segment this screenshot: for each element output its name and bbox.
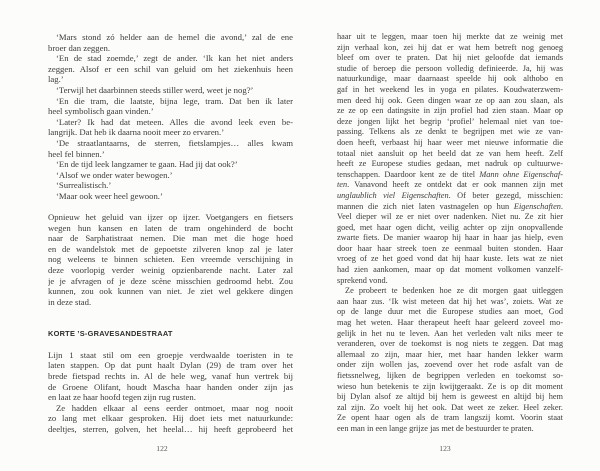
text-line: zijn verhaal kon, zei hij dat er wat hem betreft nog genoeg bbox=[337, 42, 563, 52]
text-line: goed, met haar ogen dicht, veilig achter op zijn onopvallende bbox=[337, 222, 563, 232]
text-line: ‘Later? Ik had dat meteen. Alles die avond leek even be- bbox=[56, 116, 293, 127]
text-line: ze ze op een datingsite in zijn profiel had zien staan. Maar op bbox=[337, 106, 563, 116]
text-line: gelijk in het nu te leven. Aan het verleden valt niks meer te bbox=[337, 328, 563, 338]
text-line: ‘Maar ook weer heel gewoon.’ bbox=[56, 190, 163, 201]
text-line: ten. Vanavond heeft ze ontdekt dat er ook mannen zijn met bbox=[337, 180, 563, 190]
text-line: tenschappen. Daardoor kent ze de titel Mann ohne Eigenschaf- bbox=[337, 169, 563, 179]
text-line: totaal niet aansluit op het beeld dat ze van hem heeft. Zelf bbox=[337, 148, 563, 158]
text-line: aan haar zus. ‘Ik wist meteen dat hij het was’, zoiets. Wat ze bbox=[337, 296, 563, 306]
text-line: ‘Terwijl het daarbinnen steeds stiller werd, weet je nog?’ bbox=[56, 84, 254, 95]
text-line: haar uit te leggen, maar toen hij merkte dat ze weinig met bbox=[337, 32, 563, 41]
text-line: op de lange duur met die Europese studies aan moet, God bbox=[337, 307, 563, 317]
text-line: unglaublich viel Eigenschaften. Of beter gezegd, misschien: bbox=[337, 190, 563, 200]
text-line: zeggen. Alsof er een schil van geluid om het ziekenhuis heen bbox=[48, 63, 293, 74]
text-line: deze jongen lijkt het begrip ‘profiel’ helemaal niet van toe- bbox=[337, 116, 563, 126]
text-line: Ze opent haar ogen als de tram langszij komt. Voorin staat bbox=[337, 413, 563, 423]
text-line: in deze stad. bbox=[48, 296, 92, 307]
text-line: zal zijn. Zo voelt hij het ook. Dat weet ze zeker. Heel zeker. bbox=[337, 402, 563, 412]
text-line: Veel dieper wil ze er niet over nadenken. Niet nu. Ze zit hier bbox=[337, 212, 563, 222]
text-line: zwarte fiets. De manier waarop hij haar in haar jas hielp, even bbox=[337, 233, 563, 243]
page-left bbox=[48, 32, 293, 435]
text-line: onder zijn wollen jas, zoevend over het rode asfalt van de bbox=[337, 360, 563, 370]
text-line: veranderen, over de toekomst is nog niets te zeggen. Dat mag bbox=[337, 339, 563, 349]
text-line: studie of beroep die persoon volledig definieerde. Ja, hij was bbox=[337, 63, 563, 73]
text-line: men deed hij ook. Geen dingen waar ze op aan zou slaan, als bbox=[337, 95, 563, 105]
text-line: lag.’ bbox=[48, 74, 64, 85]
text-line: zo lang met elkaar gesproken. Hij doet iets met natuurkunde: bbox=[48, 413, 293, 424]
text-line: fietssnelweg, lijken de begrippen verleden en toekomst so- bbox=[337, 371, 563, 380]
text-line: ‘En de stad zoemde,’ zegt de ander. ‘Ik kan het niet anders bbox=[56, 53, 293, 64]
text-line: allemaal zo zijn, maar hier, met haar handen lekker warm bbox=[337, 349, 563, 359]
text-line: wieso hun betekenis te zijn kwijtgeraakt. Ze is op dit moment bbox=[337, 381, 563, 391]
text-line: langrijk. Dat heb ik daarna nooit meer zo ervaren.’ bbox=[48, 127, 225, 138]
text-line: had zien aankomen, maar op dat moment volkomen vanzelf- bbox=[337, 265, 563, 275]
text-line: doen heeft, verbaast hij haar weer met nieuwe informatie die bbox=[337, 137, 563, 147]
text-line: Opnieuw het geluid van ijzer op ijzer. Voetgangers en fietsers bbox=[48, 212, 293, 223]
text-line: brede fietspad rechts in. Al de hele weg, vanaf hun vertrek bij bbox=[48, 371, 293, 381]
text-line: ‘Alsof we onder water bewogen.’ bbox=[56, 169, 173, 180]
text-line: ‘En die tram, die laatste, bijna lege, tram. Dat ben ik later bbox=[56, 95, 293, 106]
text-line: bleef om over te praten. Dat hij niet geloofde dat iemands bbox=[337, 53, 563, 63]
text-line: vroeg of ze het goed vond dat hij haar kuste. Iets wat ze niet bbox=[337, 254, 563, 264]
text-line: een man in een lange grijze jas met de bestuurder te praten. bbox=[337, 423, 534, 433]
text-line: ‘Mars stond zó helder aan de hemel die avond,’ zal de ene bbox=[56, 32, 293, 42]
section-heading: KORTE ’S-GRAVESANDESTRAAT bbox=[48, 328, 173, 338]
text-line: passing. Telkens als ze denkt te begrijpen met wie ze van- bbox=[337, 127, 563, 137]
page-right bbox=[337, 32, 563, 435]
text-line: wegen hun kansen en laten de tram ongehinderd de bocht bbox=[48, 222, 293, 233]
text-line: heeft ze Europese studies gedaan, met nadruk op cultuurwe- bbox=[337, 159, 563, 169]
text-line: natuurkundige, maar daarnaast speelde hij ook althobo en bbox=[337, 74, 563, 84]
text-line: deze voorlopig verder weinig opzienbarende nacht. Later zal bbox=[48, 265, 293, 276]
text-line: laten stappen. Op dat punt haalt Dylan (29) de tram over het bbox=[48, 360, 293, 371]
text-line: kunnen, zou ook kunnen van niet. Je ziet wel gekkere dingen bbox=[48, 286, 293, 297]
text-line: Ze probeert te bedenken hoe ze dit morgen gaat uitleggen bbox=[345, 286, 563, 296]
text-line: nog weleens te binnen schieten. Een vreemde verschijning in bbox=[48, 254, 293, 265]
text-line: de Groene Olifant, houdt Mascha haar handen onder zijn jas bbox=[48, 381, 293, 392]
text-line: ‘De straatlantaarns, de sterren, fietslampjes… alles kwam bbox=[56, 137, 293, 148]
text-line: je je afvragen of je deze scène misschien gedroomd hebt. Zou bbox=[48, 275, 293, 286]
text-line: door haar haar streek toen ze eenmaal buiten stonden. Haar bbox=[337, 243, 563, 253]
text-line: Lijn 1 staat stil om een groepje verdwaalde toeristen in te bbox=[48, 349, 293, 360]
text-line: en de wandelstok met de gepoetste zilveren knop zal je later bbox=[48, 243, 293, 254]
blank-line bbox=[48, 307, 293, 318]
text-line: mag het weten. Haar therapeut heeft haar geleerd zoveel mo- bbox=[337, 318, 563, 328]
blank-line bbox=[48, 202, 293, 213]
text-line: Ze hadden elkaar al eens eerder ontmoet, maar nog nooit bbox=[56, 402, 293, 413]
blank-line bbox=[48, 339, 293, 350]
text-line: broer dan zeggen. bbox=[48, 42, 110, 53]
text-line: ‘Surrealistisch.’ bbox=[56, 180, 112, 191]
text-line: mannen die zich niet laten vastnagelen op hun Eigenschaften. bbox=[337, 201, 563, 211]
text-line: heel symbolisch gaan vinden.’ bbox=[48, 106, 154, 117]
text-line: gaf in het weekend les in yoga en pilates. Koudwaterzwem- bbox=[337, 84, 563, 94]
blank-line bbox=[48, 318, 293, 329]
page-number-right: 123 bbox=[439, 444, 451, 453]
text-line: deeltjes, sterren, golven, het heelal… hij heeft geprobeerd het bbox=[48, 423, 293, 434]
text-line: bij Dylan alsof ze altijd bij hem is geweest en altijd bij hem bbox=[337, 392, 563, 402]
text-line: sprekend vond. bbox=[337, 275, 388, 285]
page-number-left: 122 bbox=[156, 444, 168, 453]
text-line: ‘En de tijd leek langzamer te gaan. Had jij dat ook?’ bbox=[56, 159, 238, 170]
text-line: heel fel binnen.’ bbox=[48, 148, 105, 159]
text-line: en laat ze haar hoofd tegen zijn rug rusten. bbox=[48, 392, 196, 403]
text-line: naar de Sarphatistraat nemen. Die man met die hoge hoed bbox=[48, 233, 293, 244]
